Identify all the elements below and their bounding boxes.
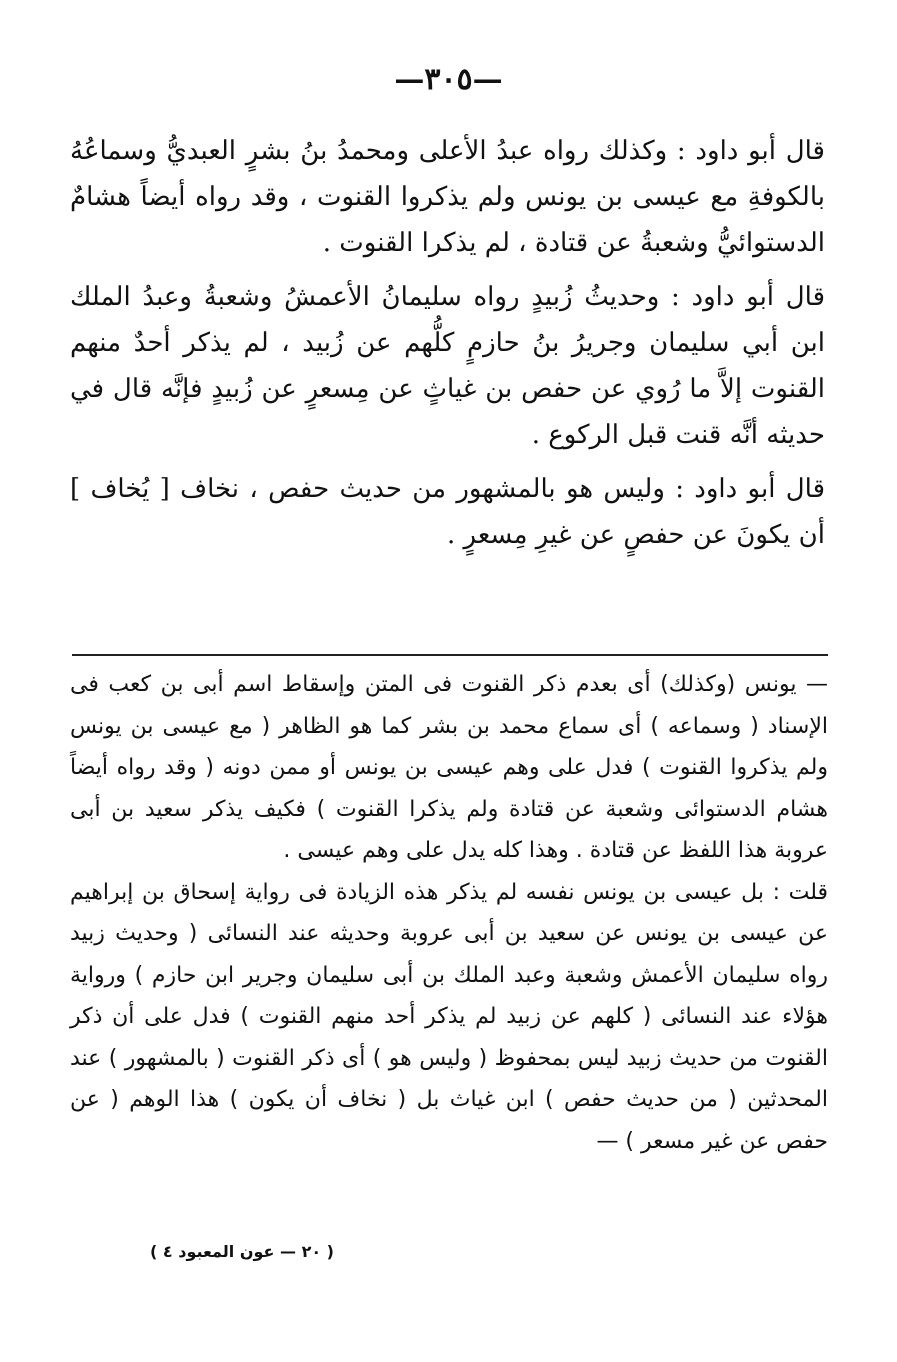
- main-paragraph: قال أبو داود : وكذلك رواه عبدُ الأعلى ومحمدُ بنُ بشرٍ العبديُّ وسماعُهُ بالكوفةِ مع عيسى بن يونس ولم يذكروا القنوت ، وقد رواه أيضاً هشامٌ الدستوائيُّ وشعبةُ عن قتادة ، لم يذكرا القنوت .: [70, 136, 825, 258]
- main-text: [70, 128, 825, 566]
- main-paragraph: قال أبو داود : وحديثُ زُبيدٍ رواه سليمانُ الأعمشُ وشعبةُ وعبدُ الملك ابن أبي سليمان وجريرُ بنُ حازمٍ كلُّهم عن زُبيد ، لم يذكر أحدٌ منهم القنوت إلاَّ ما رُوي عن حفص بن غياثٍ عن مِسعرٍ عن زُبيدٍ فإنَّه قال في حديثه أنَّه قنت قبل الركوع .: [70, 282, 825, 450]
- note-paragraph: قلت : بل عيسى بن يونس نفسه لم يذكر هذه الزيادة فى رواية إسحاق بن إبراهيم عن عيسى بن يونس عن سعيد بن أبى عروبة وحديثه عند النسائى ( وحديث زبيد رواه سليمان الأعمش وشعبة وعبد الملك بن أبى سليمان وجرير ابن حازم ) ورواية هؤلاء عند النسائى ( كلهم عن زبيد لم يذكر أحد منهم القنوت ) فدل على أن ذكر القنوت من حديث زبيد ليس بمحفوظ ( وليس هو ) أى ذكر القنوت ( بالمشهور ) عند المحدثين ( من حديث حفص ) ابن غياث بل ( نخاف أن يكون ) هذا الوهم ( عن حفص عن غير مسعر ) —: [70, 879, 828, 1154]
- signature-mark: ( ٢٠ — عون المعبود ٤ ): [150, 1242, 334, 1261]
- main-paragraph: قال أبو داود : وليس هو بالمشهور من حديث حفص ، نخاف [ يُخاف ] أن يكونَ عن حفصٍ عن غيرِ مِسعرٍ .: [70, 474, 825, 550]
- footnote-divider: [72, 654, 828, 656]
- commentary-notes: [70, 664, 828, 1162]
- page-number: —٣٠٥—: [394, 62, 503, 97]
- note-paragraph: — يونس (وكذلك) أى بعدم ذكر القنوت فى المتن وإسقاط اسم أبى بن كعب فى الإسناد ( وسماعه ) أى سماع محمد بن بشر كما هو الظاهر ( مع عيسى بن يونس ولم يذكروا القنوت ) فدل على وهم عيسى بن يونس أو ممن دونه ( وقد رواه أيضاً هشام الدستوائى وشعبة عن قتادة ولم يذكرا القنوت ) فكيف يذكر سعيد بن أبى عروبة هذا اللفظ عن قتادة . وهذا كله يدل على وهم عيسى .: [70, 672, 828, 863]
